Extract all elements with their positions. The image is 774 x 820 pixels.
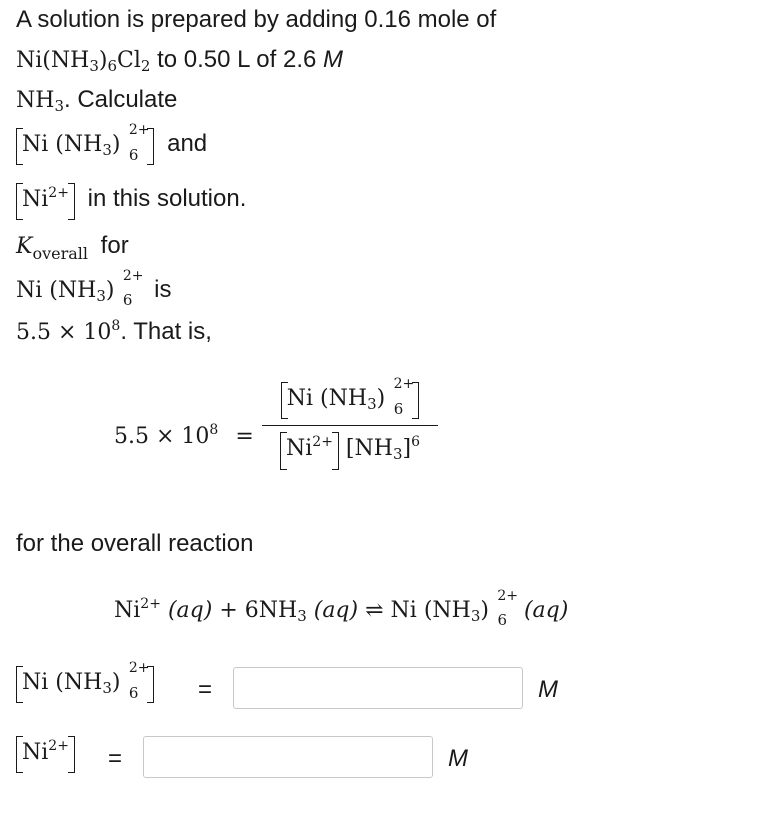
overall-reaction-intro: for the overall reaction (16, 530, 254, 557)
complex-concentration-bracket: Ni $(NH_3)$ 6 2+ (16, 130, 154, 161)
fraction-denominator: $Ni^{2+}$ $[NH_3]^6$ (262, 426, 438, 465)
answer-complex-label: Ni $(NH_3)$ 6 2+ (16, 668, 154, 699)
overall-reaction-equation: $Ni^{2+}$ $(aq) + 6NH_3$ (aq) ⇌ Ni $(NH_3)$ 6 2+ (aq) (114, 588, 569, 629)
molarity-unit: M (323, 46, 343, 73)
problem-line-8 (16, 318, 212, 346)
in-solution-text: in this solution. (87, 185, 247, 212)
problem-line-1: A solution is prepared by adding 0.16 mole of (16, 6, 497, 33)
nickel-ion-concentration-bracket: $Ni^{2+}$ (16, 185, 75, 216)
compound-nickel-hexaammine-chloride: $Ni(NH_3)_6Cl_2$ (16, 48, 151, 75)
k-symbol: K (16, 234, 33, 259)
answer-complex-equals: = (198, 676, 213, 703)
answer-complex-unit: M (538, 676, 558, 703)
k-expression-fraction (262, 376, 438, 466)
problem-line-5 (16, 185, 246, 216)
nickel-ion-concentration-input[interactable] (143, 736, 433, 778)
for-text: for (100, 232, 129, 259)
answer-ni-label: $Ni^{2+}$ (16, 738, 75, 769)
compound-ammonia: $NH_3$ (16, 88, 64, 115)
that-is-text: . That is, (120, 318, 212, 345)
problem-line-2-text: to 0.50 L of 2.6 (157, 46, 317, 73)
k-subscript: overall (32, 244, 88, 263)
problem-line-6 (16, 232, 129, 263)
problem-line-2 (16, 46, 343, 74)
problem-line-7 (16, 268, 172, 309)
problem-line-3 (16, 86, 177, 114)
k-value: $5.5 \times 10^8$ (16, 318, 121, 345)
answer-ni-unit: M (448, 745, 468, 772)
k-expression-lhs: $5.5 \times 10^8$ = (114, 422, 254, 449)
problem-line-4 (16, 122, 208, 165)
complex-concentration-input[interactable] (233, 667, 523, 709)
and-text: and (167, 130, 208, 157)
fraction-numerator: Ni $(NH_3)$ 6 2+ (262, 384, 438, 426)
equilibrium-arrow: ⇌ (365, 598, 384, 623)
complex-ion: Ni $(NH_3)$ 6 2+ (16, 268, 144, 309)
is-text: is (154, 276, 172, 303)
answer-ni-equals: = (108, 745, 123, 772)
calculate-text: . Calculate (63, 86, 178, 113)
